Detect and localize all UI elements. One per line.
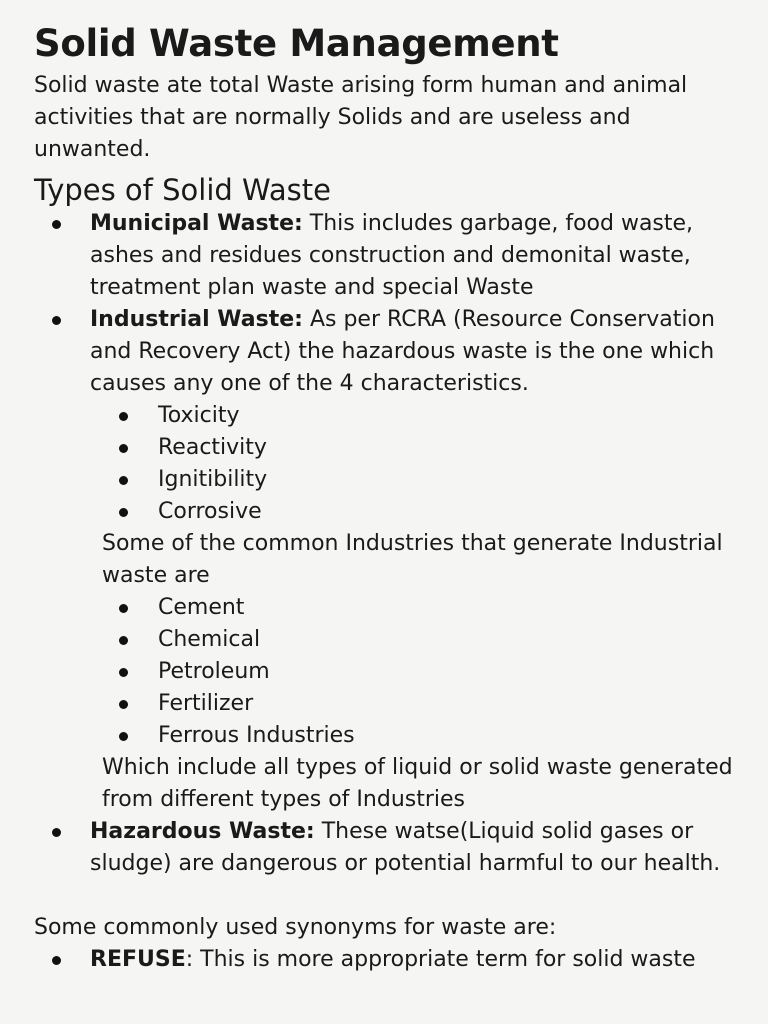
characteristics-list [68, 400, 744, 528]
page-title: Solid Waste Management [34, 22, 559, 65]
intro-paragraph: Solid waste ate total Waste arising form human and animal activities that are normally Solids and are useless and unwanted. [34, 73, 688, 162]
term-industrial-waste: Industrial Waste: [90, 307, 303, 332]
document-page [34, 18, 744, 976]
synonyms-list [34, 944, 744, 976]
desc-hazardous-waste: These watse(Liquid solid gases or sludge) are dangerous or potential harmful to our health. [90, 819, 721, 876]
industries-note: Which include all types of liquid or solid waste generated from different types of Industries [102, 755, 733, 812]
industries-intro: Some of the common Industries that generate Industrial waste are [102, 531, 723, 588]
list-item-industry: Fertilizer [68, 688, 744, 720]
list-item-industry: Petroleum [68, 656, 744, 688]
term-hazardous-waste: Hazardous Waste: [90, 819, 315, 844]
desc-industrial-waste: As per RCRA (Resource Conservation and Recovery Act) the hazardous waste is the one which causes any one of the 4 characteristics. [90, 307, 715, 396]
desc-municipal-waste: This includes garbage, food waste, ashes and residues construction and demonital waste, treatment plan waste and special Waste [90, 211, 694, 300]
industrial-waste-details [68, 400, 744, 816]
spacer [34, 880, 744, 912]
synonyms-intro: Some commonly used synonyms for waste are: [34, 915, 557, 940]
list-item-characteristic: Toxicity [68, 400, 744, 432]
list-item-refuse [34, 944, 744, 976]
industries-list [68, 592, 744, 752]
list-item-characteristic: Ignitibility [68, 464, 744, 496]
desc-refuse: : This is more appropriate term for solid waste [185, 947, 696, 972]
list-item-industry: Chemical [68, 624, 744, 656]
list-item-hazardous-waste [34, 816, 744, 880]
list-item-industry: Ferrous Industries [68, 720, 744, 752]
list-item-characteristic: Reactivity [68, 432, 744, 464]
term-refuse: REFUSE [90, 947, 186, 972]
list-item-industry: Cement [68, 592, 744, 624]
types-list [34, 208, 744, 880]
term-municipal-waste: Municipal Waste: [90, 211, 303, 236]
list-item-municipal-waste [34, 208, 744, 304]
list-item-industrial-waste [34, 304, 744, 816]
types-heading: Types of Solid Waste [34, 173, 331, 207]
list-item-characteristic: Corrosive [68, 496, 744, 528]
